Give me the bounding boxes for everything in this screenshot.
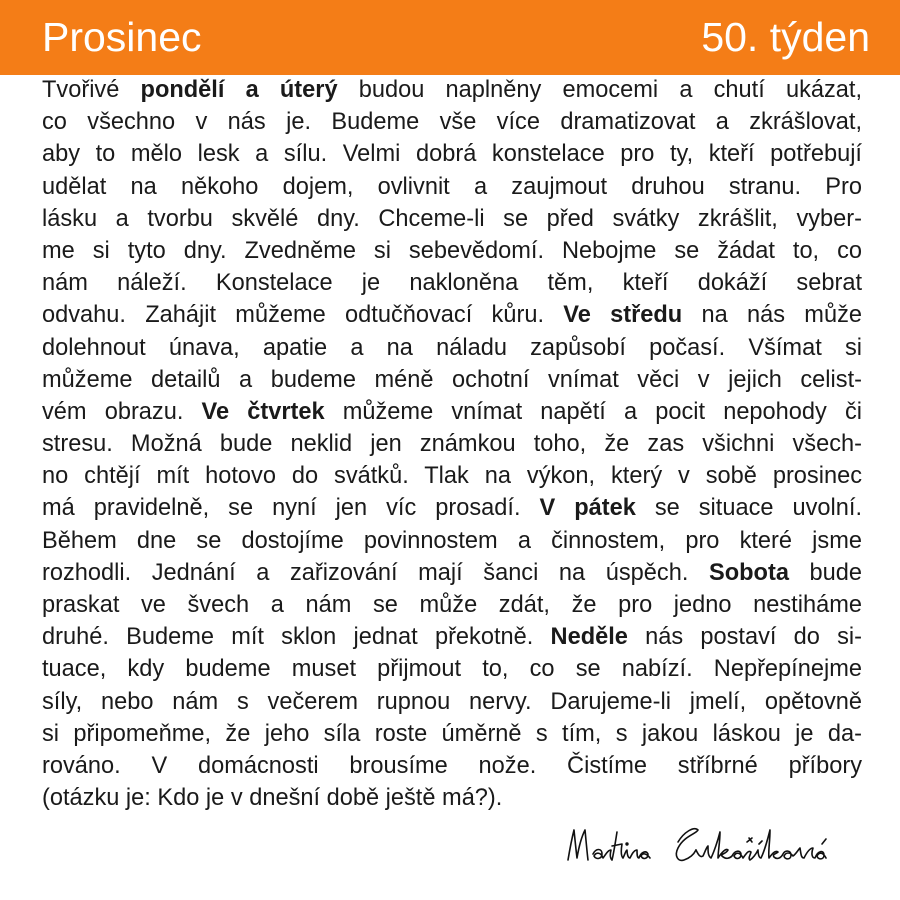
text-segment: lásku a tvorbu skvělé dny. Chceme-li se před svátky zkrášlit, vyber- <box>42 205 862 232</box>
month-title: Prosinec <box>42 14 202 60</box>
text-line <box>42 492 862 524</box>
text-segment: odvahu. Zahájit můžeme odtučňovací kůru. <box>42 302 564 329</box>
text-segment: (otázku je: Kdo je v dnešní době ještě má?). <box>42 785 503 812</box>
text-line <box>42 267 862 299</box>
day-highlight: Sobota <box>708 559 789 586</box>
text-line <box>42 460 862 492</box>
text-segment: tuace, kdy budeme muset přijmout to, co se nabízí. Nepřepínejme <box>42 656 862 683</box>
text-line <box>42 621 862 653</box>
text-segment: nám náleží. Konstelace je nakloněna těm, kteří dokáží sebrat <box>42 270 862 297</box>
day-highlight: pondělí a úterý <box>140 77 338 103</box>
text-line <box>42 589 862 621</box>
text-segment: stresu. Možná bude neklid jen známkou toho, že zas všichni všech- <box>42 431 862 458</box>
text-line <box>42 203 862 235</box>
text-line <box>42 653 862 685</box>
text-segment: me si tyto dny. Zvedněme si sebevědomí. Nebojme se žádat to, co <box>42 237 862 264</box>
text-segment: rozhodli. Jednání a zařizování mají šanci na úspěch. <box>42 559 709 586</box>
text-segment: si připomeňme, že jeho síla roste úměrně s tím, s jakou láskou je da- <box>42 720 862 747</box>
text-segment: můžeme vnímat napětí a pocit nepohody či <box>324 398 863 425</box>
text-line <box>42 364 862 396</box>
text-line <box>42 718 862 750</box>
day-highlight: Ve čtvrtek <box>201 398 325 425</box>
text-segment: můžeme detailů a budeme méně ochotní vnímat věci v jejich celist- <box>42 366 862 393</box>
text-segment: bude <box>788 559 863 586</box>
text-line <box>42 750 862 782</box>
text-segment: budou naplněny emocemi a chutí ukázat, <box>337 77 863 103</box>
text-segment: aby to mělo lesk a sílu. Velmi dobrá konstelace pro ty, kteří potřebují <box>42 141 862 168</box>
horoscope-text <box>42 74 862 814</box>
text-segment: no chtějí mít hotovo do svátků. Tlak na výkon, který v sobě prosinec <box>42 463 862 490</box>
text-line <box>42 525 862 557</box>
text-line <box>42 138 862 170</box>
text-segment: druhé. Budeme mít sklon jednat překotně. <box>42 624 551 651</box>
day-highlight: Ve středu <box>563 302 683 329</box>
text-line <box>42 235 862 267</box>
signature-icon <box>560 808 870 878</box>
text-line <box>42 686 862 718</box>
text-line <box>42 106 862 138</box>
text-segment: Tvořivé <box>42 77 141 103</box>
header-bar <box>0 0 900 75</box>
text-segment: síly, nebo nám s večerem rupnou nervy. Darujeme-li jmelí, opětovně <box>42 688 862 715</box>
text-line <box>42 74 862 106</box>
text-segment: Během dne se dostojíme povinnostem a činnostem, pro které jsme <box>42 527 862 554</box>
text-segment: praskat ve švech a nám se může zdát, že pro jedno nestiháme <box>42 592 862 618</box>
text-segment: co všechno v nás je. Budeme vše více dramatizovat a zkrášlovat, <box>42 109 862 136</box>
text-segment: má pravidelně, se nyní jen víc prosadí. <box>42 495 540 522</box>
day-highlight: V pátek <box>539 495 636 522</box>
text-line <box>42 332 862 364</box>
text-segment: rováno. V domácnosti brousíme nože. Čistíme stříbrné příbory <box>42 752 862 779</box>
text-segment: se situace uvolní. <box>635 495 863 522</box>
text-segment: vém obrazu. <box>42 398 202 425</box>
text-line <box>42 396 862 428</box>
text-line <box>42 171 862 203</box>
day-highlight: Neděle <box>550 624 628 651</box>
text-line <box>42 557 862 589</box>
text-segment: na nás může <box>682 302 862 329</box>
week-label: 50. týden <box>701 14 870 60</box>
text-line <box>42 428 862 460</box>
text-segment: nás postaví do si- <box>627 624 862 651</box>
text-segment: udělat na někoho dojem, ovlivnit a zaujmout druhou stranu. Pro <box>42 173 862 200</box>
text-segment: dolehnout únava, apatie a na náladu zapůsobí počasí. Všímat si <box>42 334 862 361</box>
text-line <box>42 299 862 331</box>
